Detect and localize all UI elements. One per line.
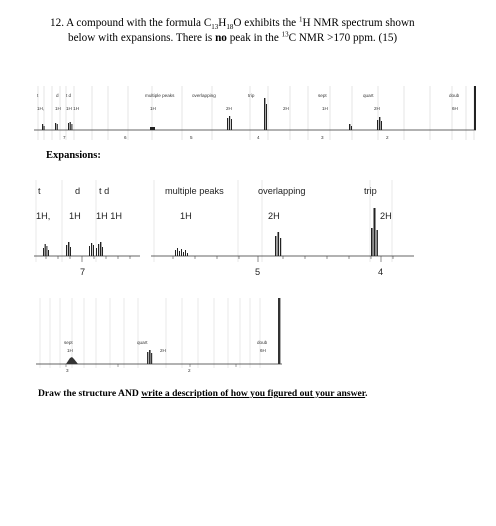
question-line-1: 12. A compound with the formula $C_{13}H_{18}O$ exhibits the $^1$H NMR spectrum shown — [50, 15, 415, 32]
full-int-4: 1H — [150, 106, 156, 111]
full-int-3: 1H 1H — [66, 106, 80, 111]
exp-tick-7: 7 — [80, 267, 86, 277]
full-tick-4: 4 — [257, 135, 260, 140]
exp-int-trip: 2H — [380, 211, 392, 221]
full-label-overlapping: overlapping — [192, 93, 216, 98]
full-label-sept: sept — [318, 93, 327, 98]
full-label-td: t d — [66, 93, 72, 98]
lower-int-6h: 6H — [260, 348, 266, 353]
full-int-5: 2H — [226, 106, 232, 111]
exp-label-d: d — [75, 186, 81, 196]
lower-label-doub: doub — [257, 340, 268, 345]
full-int-7: 1H — [322, 106, 328, 111]
full-label-quart: quart — [363, 93, 374, 98]
lower-int-1h: 1H — [67, 348, 73, 353]
full-int-8: 2H — [374, 106, 380, 111]
exp-int-1h-1h: 1H 1H — [96, 211, 123, 221]
exp-label-overlapping: overlapping — [258, 186, 306, 196]
exp-label-td: t d — [99, 186, 110, 196]
full-label-multiple: multiple peaks — [145, 93, 175, 98]
expansions-title: Expansions: — [46, 150, 101, 161]
full-label-doub: doub — [449, 93, 460, 98]
full-label-d: d — [56, 93, 59, 98]
exp-label-t: t — [38, 186, 41, 196]
full-tick-7: 7 — [63, 135, 66, 140]
exp-int-1h-a: 1H, — [36, 211, 51, 221]
question-line-2: below with expansions. There is no peak in the $^{13}$C NMR >170 ppm. (15) — [68, 30, 398, 44]
instruction-text: Draw the structure AND write a description of how you figured out your answer. — [38, 388, 368, 399]
full-tick-2: 2 — [386, 135, 389, 140]
lower-tick-2: 2 — [188, 368, 191, 373]
full-tick-3: 3 — [321, 135, 324, 140]
full-label-trip: trip — [248, 93, 255, 98]
exp-tick-5: 5 — [255, 267, 261, 277]
full-int-2: 1H — [55, 106, 61, 111]
exp-label-trip: trip — [364, 186, 377, 196]
question-number: 12. — [50, 17, 64, 29]
full-tick-5: 5 — [190, 135, 193, 140]
full-int-1: 1H, — [37, 106, 45, 111]
full-tick-6: 6 — [124, 135, 127, 140]
exp-int-multiple: 1H — [180, 211, 192, 221]
full-int-9: 6H — [452, 106, 458, 111]
exp-int-overlap: 2H — [268, 211, 280, 221]
exp-label-multiple: multiple peaks — [165, 186, 224, 196]
lower-int-2h: 2H — [160, 348, 166, 353]
full-label-t: t — [37, 93, 39, 98]
full-int-6: 2H — [283, 106, 289, 111]
lower-label-quart: quart — [137, 340, 148, 345]
lower-tick-3: 3 — [66, 368, 69, 373]
lower-label-sept: sept — [64, 340, 73, 345]
exp-int-1h-b: 1H — [69, 211, 81, 221]
exp-tick-4: 4 — [378, 267, 384, 277]
